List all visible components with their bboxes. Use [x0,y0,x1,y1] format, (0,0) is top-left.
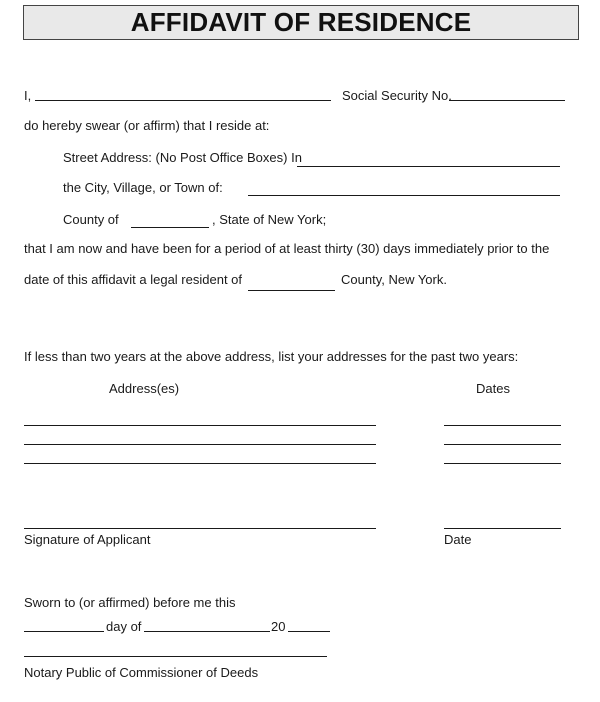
signature-date-line[interactable] [444,528,561,529]
street-field-line[interactable] [297,166,560,167]
name-field-line[interactable] [35,100,331,101]
resident-county-field-line[interactable] [248,290,335,291]
county-field-line[interactable] [131,227,209,228]
swear-text: do hereby swear (or affirm) that I reside at: [24,118,270,133]
sworn-year-line[interactable] [288,631,330,632]
less-than-text: If less than two years at the above address, list your addresses for the past two years: [24,349,519,364]
date-label: Date [444,532,472,547]
county-label: County of [63,212,119,227]
address-line-1[interactable] [24,425,376,426]
date-line-3[interactable] [444,463,561,464]
sworn-day-line[interactable] [24,631,104,632]
sworn-text: Sworn to (or affirmed) before me this [24,595,236,610]
notary-label: Notary Public of Commissioner of Deeds [24,665,259,680]
date-line-1[interactable] [444,425,561,426]
county-ny-text: County, New York. [341,272,447,287]
street-label: Street Address: (No Post Office Boxes) In [63,150,302,165]
state-text: , State of New York; [212,212,327,227]
i-label: I, [24,88,32,103]
signature-label: Signature of Applicant [24,532,151,547]
signature-line[interactable] [24,528,376,529]
addresses-header: Address(es) [109,381,180,396]
dates-header: Dates [476,381,510,396]
resident-text: date of this affidavit a legal resident of [24,272,243,287]
address-line-3[interactable] [24,463,376,464]
notary-signature-line[interactable] [24,656,327,657]
sworn-month-line[interactable] [144,631,270,632]
date-line-2[interactable] [444,444,561,445]
period-text: that I am now and have been for a period of at least thirty (30) days immediately prior to the [24,241,550,256]
document-title: AFFIDAVIT OF RESIDENCE [23,5,579,40]
city-field-line[interactable] [248,195,560,196]
ssn-field-line[interactable] [449,100,565,101]
day-of-text: day of [106,619,142,634]
year-prefix: 20 [271,619,286,634]
city-label: the City, Village, or Town of: [63,180,223,195]
address-line-2[interactable] [24,444,376,445]
ssn-label: Social Security No. [342,88,452,103]
